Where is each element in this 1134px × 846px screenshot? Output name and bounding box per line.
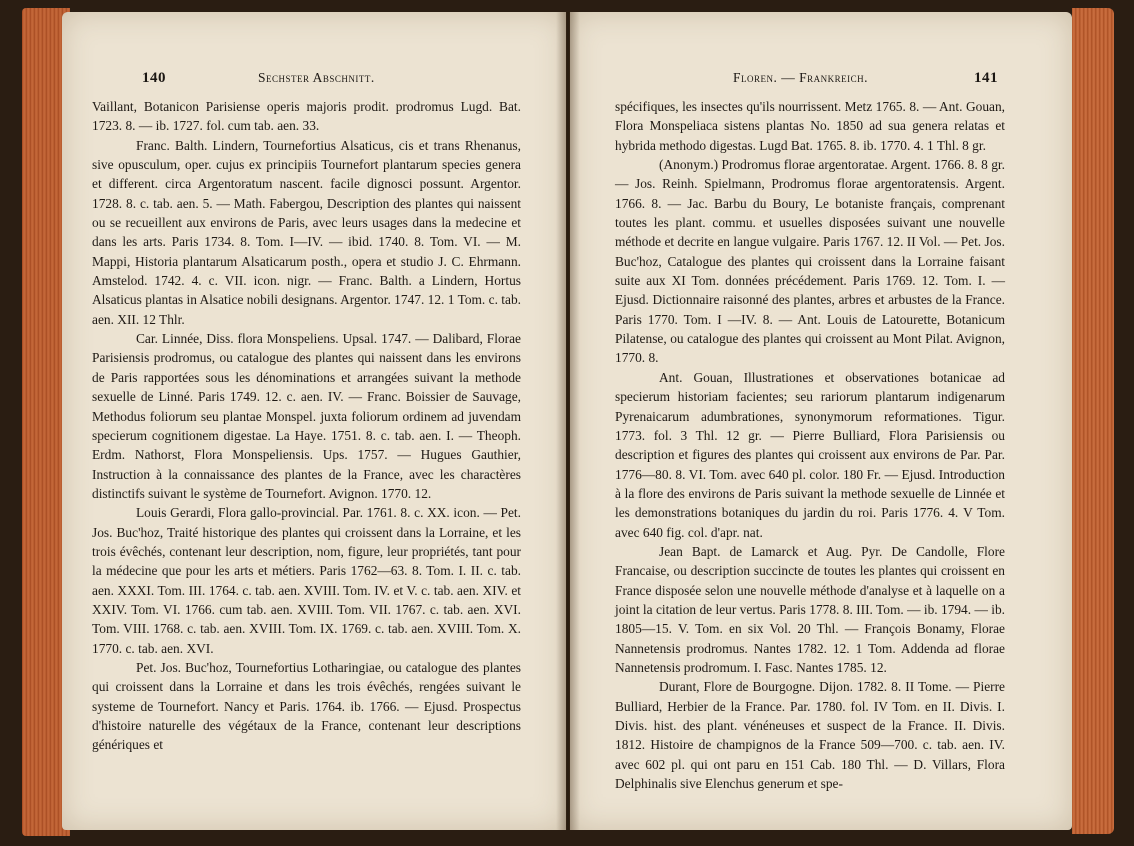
- book-gutter: [556, 12, 580, 830]
- left-page-number: 140: [142, 70, 166, 86]
- right-page-number: 141: [974, 70, 998, 86]
- paragraph: Jean Bapt. de Lamarck et Aug. Pyr. De Candolle, Flore Francaise, ou description succincte de toutes les plantes qui croissent en France disposée selon une nouvelle méthode d'analyse et à laquelle on a joint la citation de leur vertus. Paris 1778. 8. III. Tom. — ib. 1794. — ib. 1805—15. V. Tom. en six Vol. 20 Thl. — François Bonamy, Florae Nannetensis prodromus. Nantes 1782. 12. 1 Tom. Addenda ad florae Nannetensis prodromum. I. Fasc. Nantes 1785. 12.: [615, 543, 1005, 675]
- paragraph: (Anonym.) Prodromus florae argentoratae. Argent. 1766. 8. 8 gr. — Jos. Reinh. Spielmann, Prodromus florae argentoratensis. Argent. 1766. 8. — Jac. Barbu du Boury, Le botaniste français, comprenant toutes les plant. commu. et usuelles disposées suivant une nouvelle méthode et decrite en langue vulgaire. Paris 1767. 12. II Vol. — Pet. Jos. Buc'hoz, Catalogue des plantes qui croissent dans la Lorraine faisant suite aux XI Tom. données précédement. Paris 1769. 12. Tom. I. — Ejusd. Dictionnaire raisonné des plantes, arbres et arbustes de la France. Paris 1770. Tom. I —IV. 8. — Ant. Louis de Latourette, Botanicum Pilatense, ou catalogue des plantes qui croissent au Mont Pilat. Avignon, 1770. 8.: [615, 157, 1005, 366]
- paragraph: Vaillant, Botanicon Parisiense operis majoris prodit. prodromus Lugd. Bat. 1723. 8. — ib. 1727. fol. cum tab. aen. 33.: [92, 99, 521, 134]
- paragraph: Durant, Flore de Bourgogne. Dijon. 1782. 8. II Tome. — Pierre Bulliard, Herbier de la France. Par. 1780. fol. IV Tom. en II. Divis. I. Divis. hist. des plant. vénéneuses et suspect de la France. II. Divis. 1812. Histoire de champignos de la France 509—700. c. tab. aen. IV. avec 602 pl. qui ont paru en 151 Cab. 180 Thl. — D. Villars, Flora Delphinalis sive Elenchus generum et spe-: [615, 679, 1005, 792]
- paragraph: Pet. Jos. Buc'hoz, Tournefortius Lotharingiae, ou catalogue des plantes qui croissent dans la Lorraine et dans les trois évêchés, rengées suivant le systeme de Tournefort. Nancy et Paris. 1764. ib. 1766. — Ejusd. Prospectus d'histoire naturelle des végétaux de la France, contenant leur descriptions génériques et: [92, 659, 521, 753]
- right-page-edges: [1072, 8, 1114, 834]
- paragraph: Car. Linnée, Diss. flora Monspeliens. Upsal. 1747. — Dalibard, Florae Parisiensis prodromus, ou catalogue des plantes qui naissent dans les environs de Paris rapportées sous les dénominations et arrangées suivant la methode sexuelle de Linné. Paris 1749. 12. c. aen. IV. — Franc. Boissier de Sauvage, Methodus foliorum seu plantae Monspel. juxta foliorum ordinem ad juvendam specierum cognitionem digestae. La Haye. 1751. 8. c. tab. aen. I. — Theoph. Erdm. Nathorst, Flora Monspeliensis. Ups. 1757. — Hugues Gauthier, Instruction à la connaissance des plantes de la France, avec les charactères distinctifs suivant le système de Tournefort. Avignon. 1770. 12.: [92, 331, 521, 501]
- paragraph: Louis Gerardi, Flora gallo-provincial. Par. 1761. 8. c. XX. icon. — Pet. Jos. Buc'hoz, Traité historique des plantes qui croissent dans la Lorraine, et les trois évêchés, contenant leur description, nom, figure, leur propriétés, tant pour la médecine que pour les arts et métiers. Paris 1762—63. 8. Tom. I. II. c. tab. aen. XXXI. Tom. III. 1764. c. tab. aen. XVIII. Tom. IV. et V. c. tab. aen. XIV. et XXIV. Tom. VI. 1766. cum tab. aen. XVIII. Tom. VII. 1767. c. tab. aen. XVI. Tom. VIII. 1768. c. tab. aen. XVIII. Tom. IX. 1769. c. tab. aen. XVIII. Tom. X. 1770. c. tab. aen. XVI.: [92, 505, 521, 656]
- right-page-text: [615, 97, 1005, 793]
- right-running-head: Floren. — Frankreich.: [733, 70, 869, 85]
- left-running-head: Sechster Abschnitt.: [258, 70, 375, 85]
- left-page-text: [92, 97, 521, 755]
- paragraph: Ant. Gouan, Illustrationes et observationes botanicae ad specierum historiam facientes; seu rariorum plantarum indigenarum Pyrenaicarum adumbrationes, synonymorum reformationes. Tigur. 1773. fol. 3 Thl. 12 gr. — Pierre Bulliard, Flora Parisiensis ou description et figures des plantes qui croissent aux environs de Par. Par. 1776—80. 8. VI. Tom. avec 640 pl. color. 180 Fr. — Ejusd. Introduction à la flore des environs de Paris suivant la methode sexuelle de Linnée et les demonstrations botaniques du jardin du roi. Paris 1776. 4. V Tom. avec 640 fig. col. d'apr. nat.: [615, 369, 1005, 540]
- paragraph: spécifiques, les insectes qu'ils nourrissent. Metz 1765. 8. — Ant. Gouan, Flora Monspeliaca sistens plantas No. 1850 ad sua genera relatas et hybrida methodo digestas. Lugd Bat. 1765. 8. ib. 1770. 4. 1 Thl. 8 gr.: [615, 99, 1005, 153]
- paragraph: Franc. Balth. Lindern, Tournefortius Alsaticus, cis et trans Rhenanus, sive opusculum, oper. cujus ex principiis Tournefort plantarum species genera et different. circa Argentoratum nascent. facile dignosci possunt. Argentor. 1728. 8. c. tab. aen. 5. — Math. Fabergou, Description des plantes qui naissent ou se recueillent aux environs de Paris, avec leurs usages dans la medecine et dans les arts. Paris 1734. 8. Tom. I—IV. — ibid. 1740. 8. Tom. VI. — M. Mappi, Historia plantarum Alsaticarum posth., opera et studio J. C. Ehrmann. Amstelod. 1742. 4. c. VII. icon. nigr. — Franc. Balth. a Lindern, Hortus Alsaticus plantas in Alsatice nobili designans. Argentor. 1747. 12. 1 Tom. c. tab. aen. XII. 12 Thlr.: [92, 137, 521, 327]
